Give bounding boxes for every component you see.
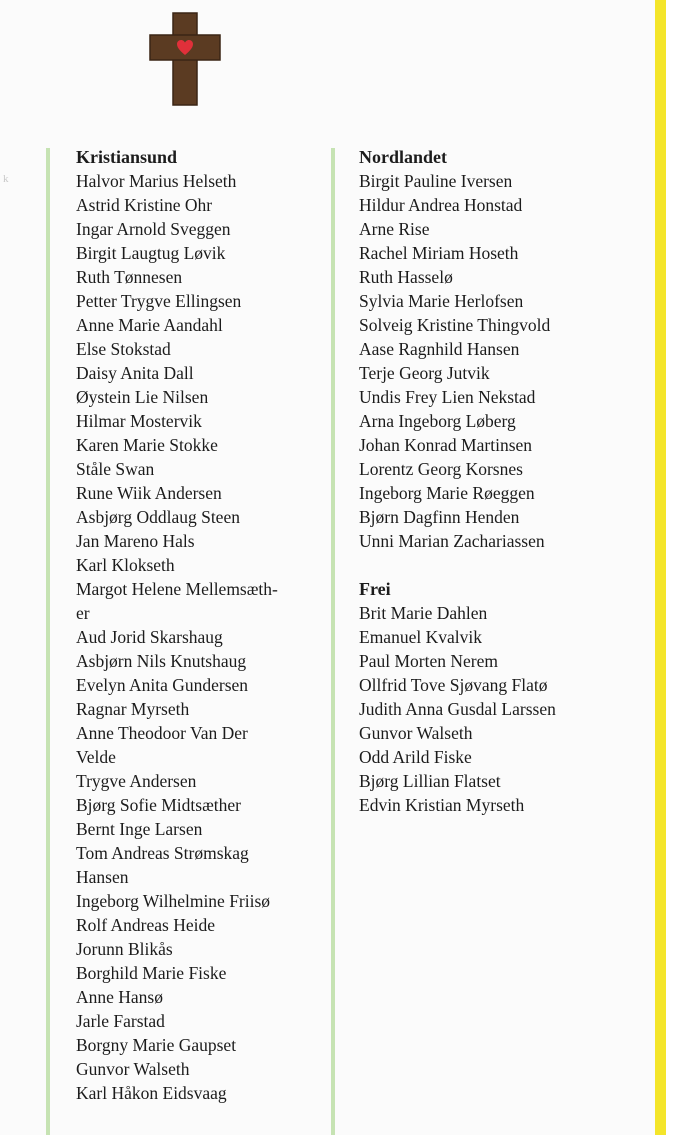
name-entry: Rolf Andreas Heide [76,915,215,935]
name-entry: Ståle Swan [76,459,155,479]
name-entry: Jorunn Blikås [76,939,173,959]
page-margin [666,0,700,1135]
name-entry: Hilmar Mostervik [76,411,202,431]
name-entry: Ingar Arnold Sveggen [76,219,231,239]
name-entry: Unni Marian Zachariassen [359,531,545,551]
name-entry: Emanuel Kvalvik [359,627,482,647]
section-heading-nordlandet: Nordlandet [359,147,448,167]
margin-mark: k [3,173,9,185]
name-entry: Ollfrid Tove Sjøvang Flatø [359,675,548,695]
name-entry: Terje Georg Jutvik [359,363,490,383]
name-list [359,169,556,553]
right-column [359,145,556,817]
name-entry: Brit Marie Dahlen [359,603,488,623]
name-entry: Anne Hansø [76,987,163,1007]
name-entry: Bjørg Lillian Flatset [359,771,501,791]
name-entry: Arna Ingeborg Løberg [359,411,516,431]
name-entry: Halvor Marius Helseth [76,171,237,191]
name-entry: Margot Helene Mellemsæth- [76,579,278,599]
name-entry: Paul Morten Nerem [359,651,498,671]
name-entry: Rachel Miriam Hoseth [359,243,519,263]
name-entry: Else Stokstad [76,339,171,359]
section-spacer [359,553,556,577]
name-entry: Arne Rise [359,219,430,239]
name-entry: Evelyn Anita Gundersen [76,675,249,695]
cross-with-heart-icon [148,12,222,106]
name-entry: Karl Håkon Eidsvaag [76,1083,227,1103]
name-list [76,169,278,1105]
name-entry: Hildur Andrea Honstad [359,195,523,215]
name-entry: Rune Wiik Andersen [76,483,222,503]
name-entry: Hansen [76,867,129,887]
name-entry: Trygve Andersen [76,771,197,791]
name-entry: Sylvia Marie Herlofsen [359,291,524,311]
name-entry: Anne Marie Aandahl [76,315,223,335]
name-entry: Edvin Kristian Myrseth [359,795,525,815]
section-heading-kristiansund: Kristiansund [76,147,178,167]
name-entry: Asbjørg Oddlaug Steen [76,507,240,527]
name-entry: Velde [76,747,116,767]
name-entry: Ruth Hasselø [359,267,453,287]
name-entry: Borghild Marie Fiske [76,963,227,983]
name-entry: Gunvor Walseth [76,1059,190,1079]
name-entry: Birgit Pauline Iversen [359,171,513,191]
center-column-rule [331,148,335,1135]
name-entry: Jarle Farstad [76,1011,165,1031]
name-entry: er [76,603,90,623]
name-entry: Borgny Marie Gaupset [76,1035,237,1055]
name-entry: Asbjørn Nils Knutshaug [76,651,247,671]
name-entry: Øystein Lie Nilsen [76,387,209,407]
name-entry: Karl Klokseth [76,555,175,575]
name-entry: Lorentz Georg Korsnes [359,459,523,479]
name-entry: Ruth Tønnesen [76,267,183,287]
name-entry: Karen Marie Stokke [76,435,218,455]
left-column [76,145,278,1105]
name-entry: Johan Konrad Martinsen [359,435,533,455]
name-entry: Petter Trygve Ellingsen [76,291,242,311]
name-entry: Bjørg Sofie Midtsæther [76,795,241,815]
name-entry: Odd Arild Fiske [359,747,472,767]
yellow-accent-bar [655,0,666,1135]
name-entry: Aud Jorid Skarshaug [76,627,223,647]
name-entry: Judith Anna Gusdal Larssen [359,699,556,719]
name-entry: Gunvor Walseth [359,723,473,743]
name-entry: Astrid Kristine Ohr [76,195,213,215]
name-list [359,601,556,817]
name-entry: Jan Mareno Hals [76,531,195,551]
name-entry: Ingeborg Marie Røeggen [359,483,535,503]
name-entry: Birgit Laugtug Løvik [76,243,226,263]
left-column-rule [46,148,50,1135]
name-entry: Tom Andreas Strømskag [76,843,249,863]
section-heading-frei: Frei [359,579,391,599]
name-entry: Ingeborg Wilhelmine Friisø [76,891,271,911]
name-entry: Anne Theodoor Van Der [76,723,248,743]
name-entry: Ragnar Myrseth [76,699,190,719]
name-entry: Bernt Inge Larsen [76,819,203,839]
name-entry: Daisy Anita Dall [76,363,194,383]
name-entry: Bjørn Dagfinn Henden [359,507,520,527]
name-entry: Undis Frey Lien Nekstad [359,387,536,407]
name-entry: Solveig Kristine Thingvold [359,315,551,335]
name-entry: Aase Ragnhild Hansen [359,339,520,359]
